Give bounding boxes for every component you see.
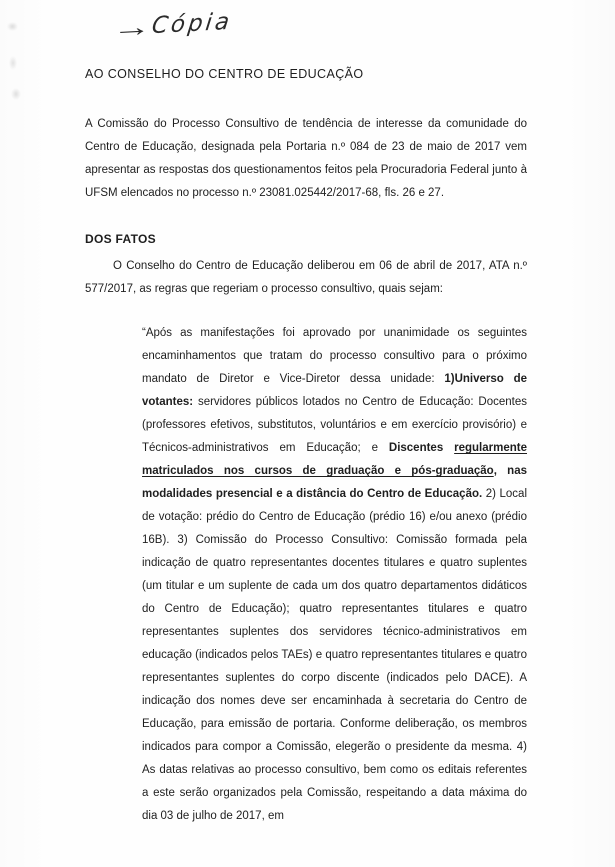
facts-paragraph: O Conselho do Centro de Educação deliberou em 06 de abril de 2017, ATA n.º 577/2017, as regras que regeriam o processo consultivo, quais sejam: bbox=[85, 260, 527, 295]
quote-segment-bold: 1)Universo de votantes: bbox=[142, 373, 527, 408]
addressee-heading: AO CONSELHO DO CENTRO DE EDUCAÇÃO bbox=[85, 67, 364, 81]
quote-segment-bold: Discentes bbox=[388, 442, 455, 454]
quote-paragraph bbox=[142, 322, 527, 828]
quote-segment-bold: , nas modalidades presencial e a distância do Centro de Educação. bbox=[142, 465, 527, 500]
scan-artifact bbox=[7, 22, 18, 31]
section-heading: DOS FATOS bbox=[85, 232, 156, 246]
quote-segment-bold-underline: regularmente matriculados nos cursos de graduação e pós-graduação bbox=[142, 442, 527, 477]
quote-segment-normal: “Após as manifestações foi aprovado por unanimidade os seguintes encaminhamentos que tratam do processo consultivo para o próximo mandato de Diretor e Vice-Diretor dessa unidade: bbox=[142, 327, 527, 385]
scan-artifact bbox=[9, 56, 17, 70]
handwritten-annotation bbox=[111, 7, 233, 44]
quote-segment-normal: servidores públicos lotados no Centro de Educação: Docentes (professores efetivos, substitutos, voluntários e em exercício provisório) e Técnicos-administrativos em Educação; e bbox=[142, 396, 527, 454]
intro-paragraph: A Comissão do Processo Consultivo de tendência de interesse da comunidade do Centro de Educação, designada pela Portaria n.º 084 de 23 de maio de 2017 vem apresentar as respostas dos questionamentos feitos pela Procuradoria Federal junto à UFSM elencados no processo n.º 23081.025442/2017-68, fls. 26 e 27. bbox=[85, 118, 527, 199]
handwritten-text: Cópia bbox=[150, 8, 234, 40]
quote-segment-normal: 2) Local de votação: prédio do Centro de Educação (prédio 16) e/ou anexo (prédio 16B). 3) Comissão do Processo Consultivo: Comissão formada pela indicação de quatro representantes docentes titulares e quatro suplentes (um titular e um suplente de cada um dos quatro departamentos didáticos do Centro de Educação); quatro representantes titulares e quatro representantes suplentes dos servidores técnico-administrativos em educação (indicados pelos TAEs) e quatro representantes titulares e quatro representantes suplentes do corpo discente (indicados pelo DACE). A indicação dos nomes deve ser encaminhada à secretaria do Centro de Educação, para emissão de portaria. Conforme deliberação, os membros indicados para compor a Comissão, elegerão o presidente da mesma. 4) As datas relativas ao processo consultivo, bem como os editais referentes a este serão organizados pela Comissão, respeitando a data máxima do dia 03 de julho de 2017, em bbox=[142, 488, 527, 822]
scan-artifact bbox=[11, 88, 21, 100]
handwritten-arrow-icon: → bbox=[111, 11, 152, 44]
